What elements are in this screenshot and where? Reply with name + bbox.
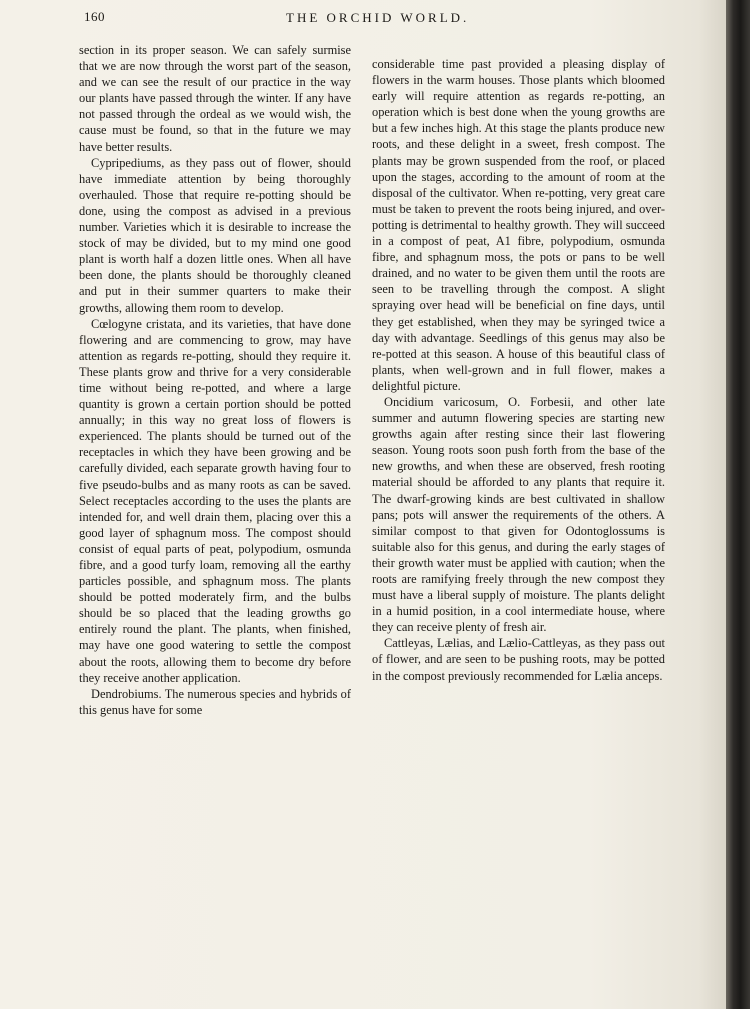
paragraph: section in its proper season. We can safely surmise that we are now through the worst part of the season, and we can see the result of our practice in the way our plants have passed through the winter. If any have not passed through the ordeal as we would wish, the cause must be found, so that in the future we may have better results. <box>79 43 351 154</box>
paragraph: Cypripediums, as they pass out of flower, should have immediate attention by being thoroughly overhauled. Those that require re-potting should be done, using the compost as advised in a previous number. Varieties which it is desirable to increase the stock of may be divided, but to my mind one good plant is worth half a dozen little ones. When all have been done, the plants should be thoroughly cleaned and put in their summer quarters to make their growths, allowing them room to develop. <box>79 155 351 315</box>
paragraph: Cœlogyne cristata, and its varieties, that have done flowering and are commencing to grow, may have attention as regards re-potting, should they require it. These plants grow and thrive for a very considerable time without being re-potted, and where a large quantity is grown a certain portion should be potted annually; in this way no great loss of flowers is experienced. The plants should be turned out of the receptacles in which they have been growing and be carefully divided, each separate growth having four to five pseudo-bulbs and as many roots as can be saved. Select receptacles according to the uses the plants are intended for, and well drain them, placing over this a good layer of sphagnum moss. The compost should consist of equal parts of peat, polypodium, osmunda fibre, and a good turfy loam, removing all the earthy particles possible, and sphagnum moss. The plants should be potted moderately firm, and the bulbs should be so placed that the leading growths go entirely round the plant. The plants, when finished, may have one good watering to settle the compost about the roots, allowing them to become dry before they receive another application. <box>79 316 351 685</box>
running-title: THE ORCHID WORLD. <box>286 10 470 25</box>
left-column <box>79 42 351 718</box>
page-number: 160 <box>84 9 105 24</box>
paragraph: considerable time past provided a pleasing display of flowers in the warm houses. Those plants which bloomed early will require attention as regards re-potting, an operation which is best done when the young growths are but a few inches high. At this stage the plants produce new roots, and these delight in a sweet, fresh compost. The plants may be grown suspended from the roof, or placed upon the stages, according to the amount of room at the disposal of the cultivator. When re-potting, very great care must be taken to prevent the roots being injured, and over-potting is detrimental to healthy growth. They will succeed in a compost of peat, A1 fibre, polypodium, osmunda fibre, and sphagnum moss, the pots or pans to be well drained, and no water to be given them until the roots are seen to be travelling through the compost. A slight spraying over head will be beneficial on fine days, until they get established, when they may be syringed twice a day with advantage. Seedlings of this genus may also be re-potted at this season. A house of this beautiful class of plants, when well-grown and in full flower, makes a delightful picture. <box>372 57 665 393</box>
right-column <box>372 56 665 684</box>
paragraph: Dendrobiums. The numerous species and hybrids of this genus have for some <box>79 686 351 717</box>
paragraph: Cattleyas, Lælias, and Lælio-Cattleyas, as they pass out of flower, and are seen to be pushing roots, may be potted in the compost previously recommended for Lælia anceps. <box>372 636 665 683</box>
paragraph: Oncidium varicosum, O. Forbesii, and other late summer and autumn flowering species are starting new growths again after resting since their last flowering season. Young roots soon push forth from the base of the new growths, and when these are observed, fresh rooting material should be afforded to any plants that require it. The dwarf-growing kinds are best cultivated in shallow pans; pots will answer the requirements of the others. A similar compost to that given for Odontoglossums is suitable also for this genus, and during the early stages of their growth water must be applied with caution; when the roots are ramifying freely through the new compost they must have a liberal supply of moisture. The plants delight in a humid position, in a cool intermediate house, where they can receive plenty of fresh air. <box>372 394 665 635</box>
book-binding-shadow <box>726 0 750 1009</box>
